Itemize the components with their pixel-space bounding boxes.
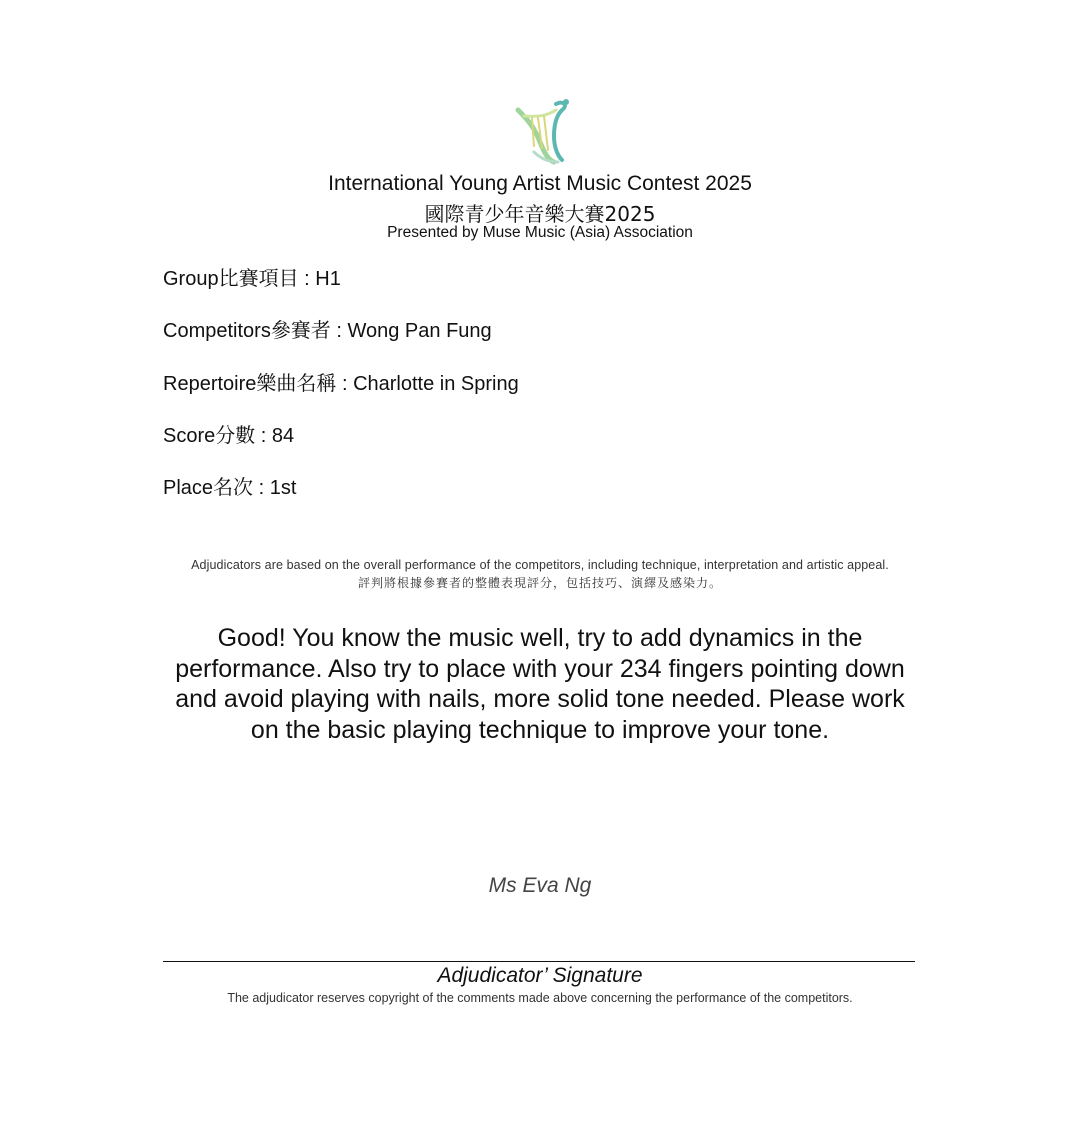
repertoire-label: Repertoire樂曲名稱	[163, 373, 337, 395]
group-value: H1	[315, 268, 341, 290]
field-separator: :	[336, 373, 354, 395]
adjudicator-comment: Good! You know the music well, try to add dynamics in the performance. Also try to place with your 234 fingers pointing down and avoid playing with nails, more solid tone needed. Please work on the basic playing technique to improve your tone.	[175, 624, 905, 744]
competitor-field	[163, 314, 492, 343]
field-separator: :	[298, 268, 316, 290]
group-field	[163, 262, 341, 291]
adjudicator-name: Ms Eva Ng	[488, 874, 592, 897]
harp-music-logo-icon	[504, 96, 576, 166]
score-label: Score分數	[163, 425, 256, 447]
group-label: Group比賽項目	[163, 268, 299, 290]
contest-title-chinese: 國際青少年音樂大賽2025	[424, 202, 656, 226]
competitor-value: Wong Pan Fung	[347, 320, 492, 342]
place-value: 1st	[269, 477, 297, 499]
place-label: Place名次	[163, 477, 254, 499]
repertoire-field	[163, 367, 519, 396]
score-field	[163, 419, 294, 448]
repertoire-value: Charlotte in Spring	[353, 373, 519, 395]
score-value: 84	[271, 425, 295, 447]
competitor-label: Competitors參賽者	[163, 320, 331, 342]
field-separator: :	[330, 320, 348, 342]
copyright-disclaimer: The adjudicator reserves copyright of the comments made above concerning the performance of the competitors.	[227, 991, 853, 1005]
contest-title: International Young Artist Music Contest 2025	[328, 172, 752, 195]
adjudication-note-zh: 評判將根據參賽者的整體表現評分，包括技巧、演繹及感染力。	[357, 576, 722, 590]
place-field	[163, 471, 296, 500]
field-separator: :	[255, 425, 272, 447]
signature-label: Adjudicator’ Signature	[437, 964, 643, 987]
signature-line	[163, 961, 915, 962]
adjudication-note-en: Adjudicators are based on the overall performance of the competitors, including technique, interpretation and artistic appeal.	[191, 558, 889, 572]
presenter-line: Presented by Muse Music (Asia) Association	[387, 224, 693, 241]
field-separator: :	[253, 477, 270, 499]
